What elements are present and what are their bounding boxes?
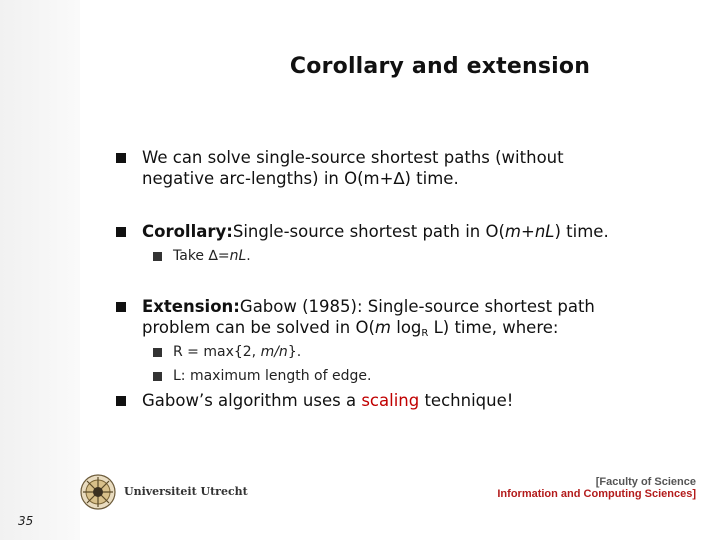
- bullet-2-sub: [173, 246, 251, 266]
- line-text: Gabow’s algorithm uses a: [142, 391, 362, 410]
- formula-m: m: [374, 318, 391, 337]
- bullet-4-line: [142, 390, 513, 411]
- bullet-marker: [116, 302, 126, 312]
- slide-title: Corollary and extension: [289, 54, 591, 79]
- line-text: problem can be solved in O(: [142, 318, 375, 337]
- sub-bullet-marker: [153, 348, 162, 357]
- university-name: Universiteit Utrecht: [124, 485, 248, 498]
- sub-end: }.: [287, 344, 302, 360]
- bullet-3-sub-2: L: maximum length of edge.: [173, 368, 372, 384]
- line-end: technique!: [419, 391, 514, 410]
- sub-bullet-marker: [153, 372, 162, 381]
- extension-label: Extension:: [142, 297, 240, 316]
- line-end: L) time, where:: [428, 318, 559, 337]
- bullet-1-line-1: We can solve single-source shortest paths (without: [142, 148, 564, 167]
- bullet-marker: [116, 227, 126, 237]
- corollary-end: ) time.: [554, 222, 609, 241]
- bullet-3-line-1: [142, 296, 595, 317]
- bullet-2-line: [142, 221, 609, 242]
- corollary-text: Single-source shortest path in O(: [232, 222, 505, 241]
- sub-bullet-marker: [153, 252, 162, 261]
- sub-text: Take ∆=: [173, 248, 230, 264]
- faculty-block: [497, 476, 696, 500]
- formula-subscript: R: [421, 328, 429, 339]
- left-sidebar-band: [0, 0, 80, 540]
- formula-log: log: [390, 318, 422, 337]
- highlight-word: scaling: [361, 391, 420, 410]
- bullet-marker: [116, 396, 126, 406]
- corollary-label: Corollary:: [142, 222, 233, 241]
- bullet-3-line-2: [142, 317, 558, 344]
- sub-text: R = max{2,: [173, 344, 261, 360]
- bullet-3-sub-1: [173, 342, 301, 362]
- extension-text: Gabow (1985): Single-source shortest path: [239, 297, 595, 316]
- university-seal-icon: [80, 474, 116, 510]
- sub-end: .: [246, 248, 251, 264]
- bullet-1-line-2: negative arc-lengths) in O(m+∆) time.: [142, 169, 459, 188]
- sub-formula: m/n: [260, 344, 288, 360]
- corollary-formula: m+nL: [504, 222, 555, 241]
- faculty-line-2: Information and Computing Sciences]: [497, 488, 696, 500]
- sub-formula: nL: [229, 248, 247, 264]
- page-number: 35: [18, 514, 34, 528]
- bullet-marker: [116, 153, 126, 163]
- faculty-line-1: [Faculty of Science: [595, 476, 696, 488]
